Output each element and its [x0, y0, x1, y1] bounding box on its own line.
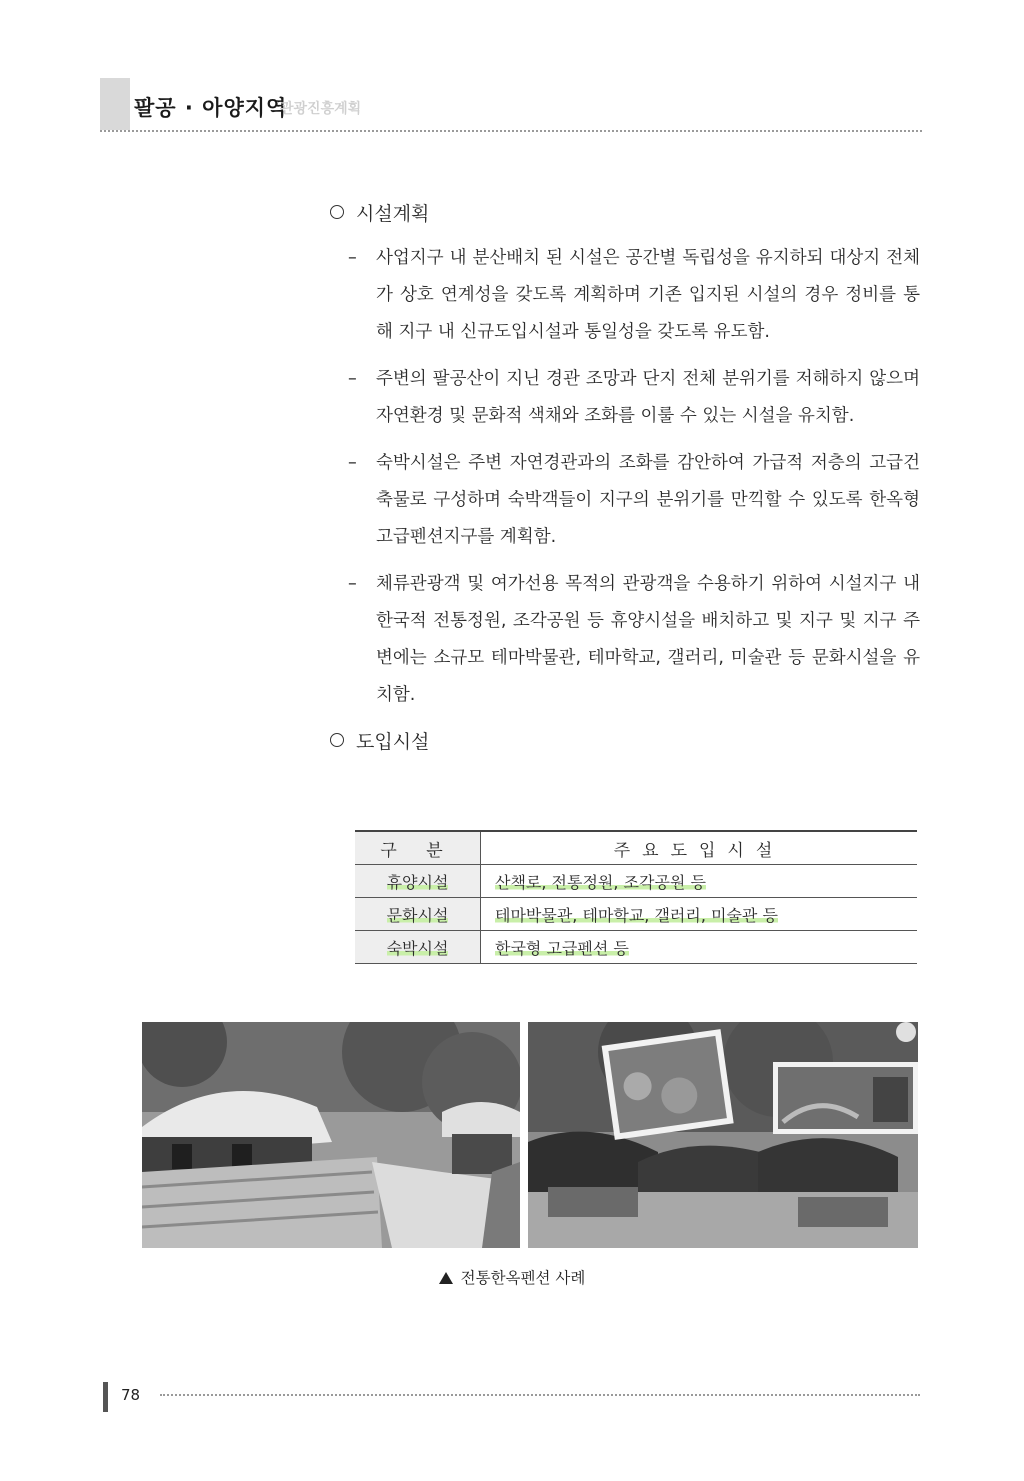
triangle-up-icon	[439, 1272, 453, 1284]
table-cell-facilities: 테마박물관, 테마학교, 갤러리, 미술관 등	[481, 898, 918, 931]
header-tab-marker	[100, 78, 130, 130]
table-cell-category: 문화시설	[355, 898, 481, 931]
photo-thatched-house-village-graphic	[142, 1022, 520, 1248]
table-row	[355, 931, 917, 964]
section-heading-text: 도입시설	[356, 731, 430, 753]
table-row	[355, 898, 917, 931]
table-header-row	[355, 831, 917, 865]
list-item-text: 숙박시설은 주변 자연경관과의 조화를 감안하여 가급적 저층의 고급건축물로 구성하며 숙박객들이 지구의 분위기를 만끽할 수 있도록 한옥형 고급펜션지구를 계획함.	[376, 453, 920, 547]
page-header	[100, 78, 922, 134]
list-item-text: 체류관광객 및 여가선용 목적의 관광객을 수용하기 위하여 시설지구 내 한국적 전통정원, 조각공원 등 휴양시설을 배치하고 및 지구 및 지구 주변에는 소규모 테마박물관, 테마학교, 갤러리, 미술관 등 문화시설을 유치함.	[376, 574, 920, 705]
table-header-facilities: 주요도입시설	[481, 831, 918, 865]
circle-bullet-icon	[330, 205, 344, 219]
photo-thatched-house-village	[142, 1022, 520, 1248]
list-item-text: 사업지구 내 분산배치 된 시설은 공간별 독립성을 유지하되 대상지 전체가 상호 연계성을 갖도록 계획하며 기존 입지된 시설의 경우 정비를 통해 지구 내 신규도입시설과 통일성을 갖도록 유도함.	[376, 248, 920, 342]
photo-hanok-pension-graphic	[528, 1022, 918, 1248]
list-item-text: 주변의 팔공산이 지닌 경관 조망과 단지 전체 분위기를 저해하지 않으며 자연환경 및 문화적 색채와 조화를 이룰 수 있는 시설을 유치함.	[376, 369, 920, 426]
main-content	[330, 200, 920, 768]
figure-caption	[0, 1266, 1024, 1288]
list-item	[330, 445, 920, 556]
circle-bullet-icon	[330, 733, 344, 747]
facility-plan-list	[330, 240, 920, 714]
section-heading-facility-plan	[330, 200, 920, 228]
header-divider	[100, 130, 922, 132]
photo-hanok-pension	[528, 1022, 918, 1248]
footer-bar-marker	[103, 1382, 108, 1412]
header-subtitle: 관광진흥계획	[280, 101, 362, 117]
footer-divider	[160, 1394, 920, 1396]
caption-text: 전통한옥펜션 사례	[460, 1269, 586, 1287]
table-header-category: 구 분	[355, 831, 481, 865]
dash-icon: –	[348, 453, 357, 473]
dash-icon: –	[348, 248, 357, 268]
table-cell-category: 휴양시설	[355, 865, 481, 898]
table-cell-facilities: 한국형 고급펜션 등	[481, 931, 918, 964]
section-heading-introduced-facilities	[330, 728, 920, 756]
list-item	[330, 566, 920, 714]
facilities-table	[355, 830, 917, 964]
dash-icon: –	[348, 574, 357, 594]
dash-icon: –	[348, 369, 357, 389]
header-title: 팔공 · 아양지역	[134, 96, 288, 120]
list-item	[330, 361, 920, 435]
list-item	[330, 240, 920, 351]
table-row	[355, 865, 917, 898]
page-number: 78	[121, 1386, 141, 1404]
section-heading-text: 시설계획	[356, 203, 430, 225]
table-cell-facilities: 산책로, 전통정원, 조각공원 등	[481, 865, 918, 898]
table-cell-category: 숙박시설	[355, 931, 481, 964]
